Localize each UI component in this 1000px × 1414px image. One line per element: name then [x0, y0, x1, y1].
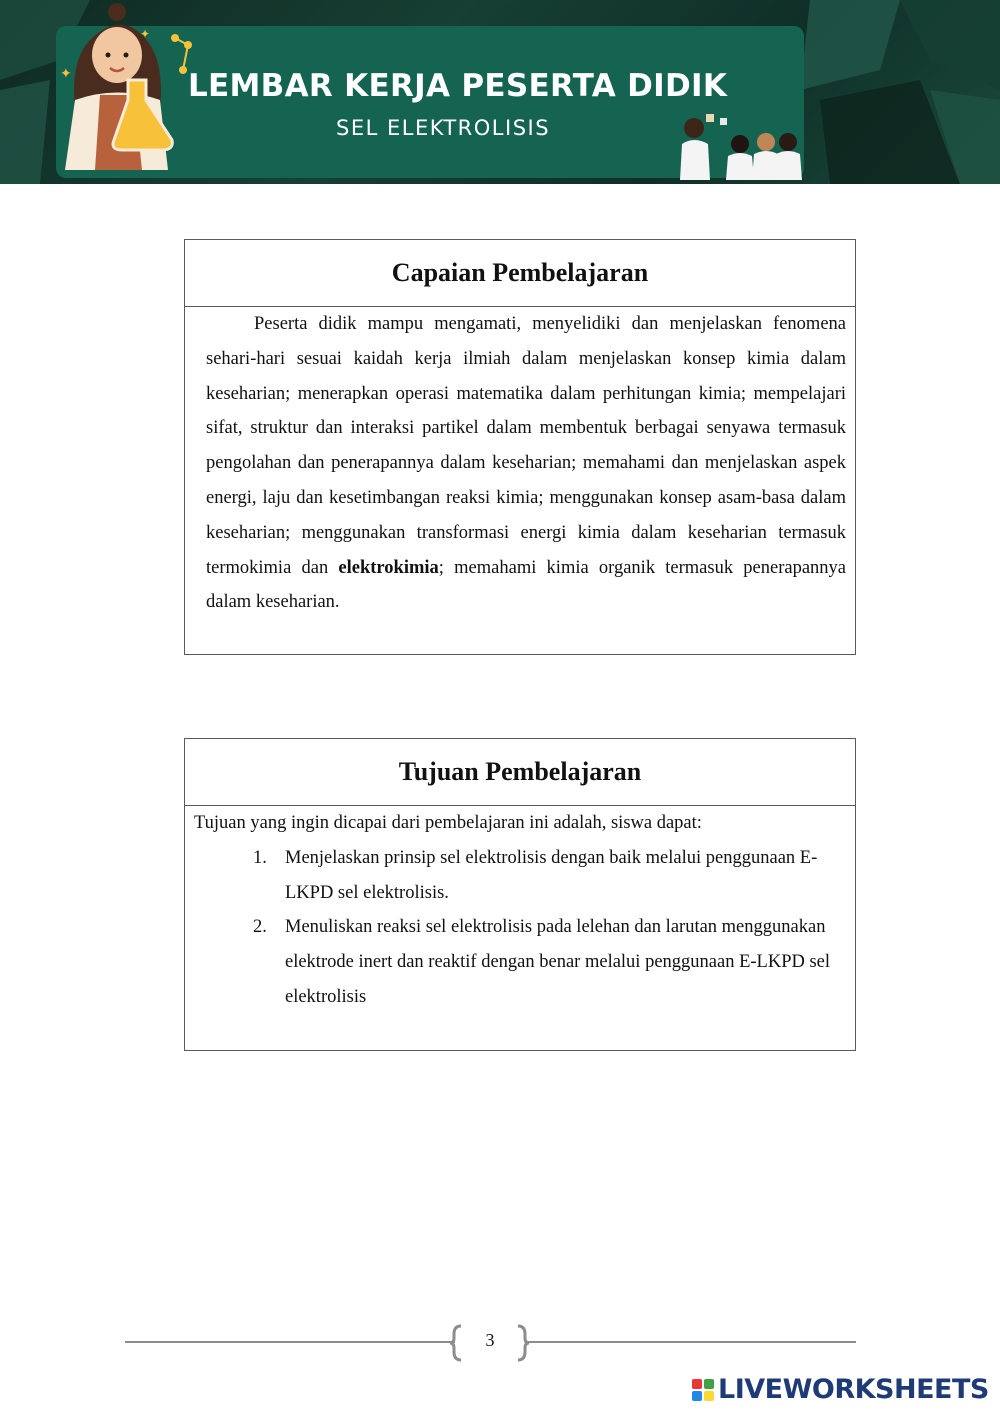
list-item-text: penggunaan E-LKPD sel elektrolisis — [285, 952, 831, 1007]
capaian-line: keseharian; menerapkan operasi matematika dalam perhitungan kimia; — [206, 383, 747, 404]
scientists-group-illustration — [676, 108, 804, 180]
capaian-line: energi kimia dalam keseharian termasuk termokimia dan — [206, 522, 847, 578]
capaian-pembelajaran-box — [184, 239, 856, 655]
header-banner — [0, 0, 1000, 184]
capaian-header — [185, 240, 855, 307]
capaian-line: senyawa termasuk pengolahan dan penerapannya dalam keseharian; memahami — [206, 418, 847, 474]
capaian-line: menggunakan konsep asam-basa dalam keseharian; menggunakan transformasi — [206, 487, 847, 543]
list-item-number: 1. — [253, 847, 267, 868]
tujuan-header — [185, 739, 855, 806]
banner-title: LEMBAR KERJA PESERTA DIDIK — [188, 68, 728, 104]
right-brace-icon — [516, 1324, 530, 1362]
capaian-line: Peserta didik mampu mengamati, menyelidiki dan menjelaskan fenomena — [254, 314, 846, 334]
liveworksheets-text: LIVEWORKSHEETS — [718, 1374, 989, 1405]
liveworksheets-grid-icon — [692, 1379, 714, 1401]
bold-term-elektrokimia: elektrokimia — [338, 557, 439, 578]
svg-text:✦: ✦ — [60, 66, 72, 82]
tujuan-intro: Tujuan yang ingin dicapai dari pembelajaran ini adalah, siswa dapat: — [194, 813, 702, 833]
footer-rule-right — [526, 1341, 856, 1343]
capaian-line: mempelajari sifat, struktur dan interaksi partikel dalam membentuk berbagai — [206, 383, 847, 439]
page-number: 3 — [485, 1330, 495, 1350]
list-item-text: Menuliskan reaksi sel elektrolisis pada lelehan dan larutan — [285, 917, 718, 938]
capaian-line: dan menjelaskan aspek energi, laju dan kesetimbangan reaksi kimia; — [206, 453, 846, 508]
list-item — [185, 841, 855, 911]
svg-text:✦: ✦ — [140, 27, 151, 41]
tujuan-pembelajaran-box — [184, 738, 856, 1051]
capaian-punctuation: ; — [438, 557, 444, 578]
footer-rule-left — [125, 1341, 455, 1343]
logo-square — [692, 1379, 702, 1389]
logo-square — [692, 1391, 702, 1401]
capaian-body — [185, 307, 855, 620]
list-item-text: Menjelaskan prinsip sel elektrolisis dengan baik melalui penggunaan — [285, 847, 796, 868]
logo-square — [704, 1379, 714, 1389]
list-item-number: 2. — [253, 917, 267, 938]
scientist-girl-illustration — [50, 0, 200, 184]
liveworksheets-logo[interactable] — [692, 1374, 989, 1405]
banner-subtitle: SEL ELEKTROLISIS — [336, 116, 551, 140]
list-item-text: E-LKPD sel elektrolisis. — [285, 847, 818, 903]
capaian-line: sehari-hari sesuai kaidah kerja ilmiah dalam menjelaskan konsep kimia dalam — [206, 348, 846, 369]
list-item-text: menggunakan elektrode inert dan reaktif dengan benar melalui — [285, 917, 826, 973]
capaian-heading: Capaian Pembelajaran — [391, 258, 649, 287]
left-brace-icon — [449, 1324, 463, 1362]
capaian-line: memahami kimia organik termasuk penerapannya dalam keseharian. — [206, 557, 847, 613]
logo-square — [704, 1391, 714, 1401]
tujuan-heading: Tujuan Pembelajaran — [398, 757, 642, 786]
capaian-paragraph — [206, 307, 846, 620]
list-item — [185, 910, 855, 1014]
tujuan-list — [185, 841, 855, 1015]
